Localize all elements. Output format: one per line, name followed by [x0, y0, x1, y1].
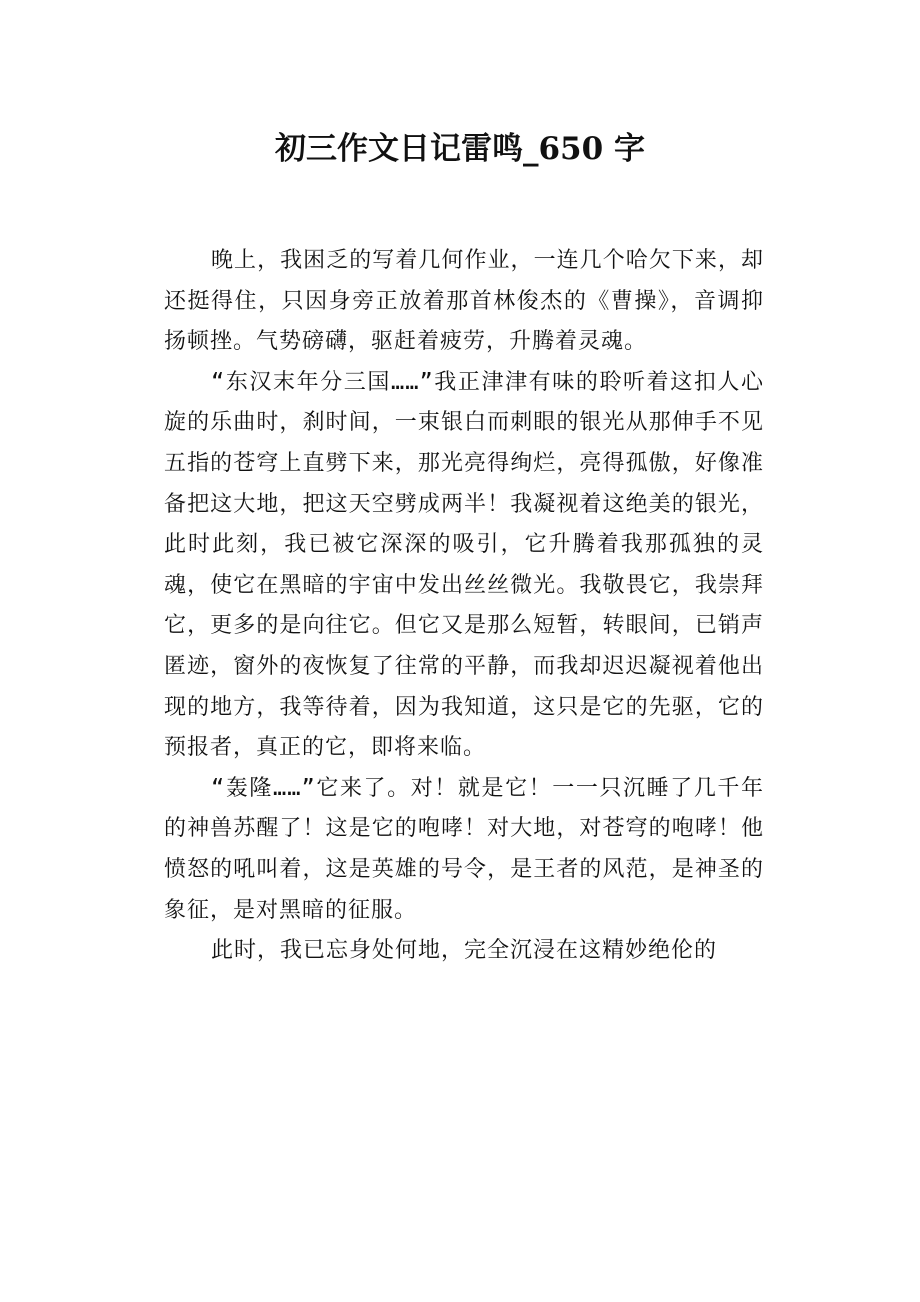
paragraph: 晚上，我困乏的写着几何作业，一连几个哈欠下来，却还挺得住，只因身旁正放着那首林俊杰的《曹操》，音调抑扬顿挫。气势磅礴，驱赶着疲劳，升腾着灵魂。 — [164, 248, 764, 355]
paragraph: “东汉末年分三国……”我正津津有味的聆听着这扣人心旋的乐曲时，刹时间，一束银白而刺眼的银光从那伸手不见五指的苍穹上直劈下来，那光亮得绚烂，亮得孤傲，好像准备把这大地，把这天空劈成两半！我凝视着这绝美的银光，此时此刻，我已被它深深的吸引，它升腾着我那孤独的灵魂，使它在黑暗的宇宙中发出丝丝微光。我敬畏它，我崇拜它，更多的是向往它。但它又是那么短暂，转眼间，已销声匿迹，窗外的夜恢复了往常的平静，而我却迟迟凝视着他出现的地方，我等待着，因为我知道，这只是它的先驱，它的预报者，真正的它，即将来临。 — [164, 369, 764, 761]
document-body — [164, 241, 764, 972]
paragraph: 此时，我已忘身处何地，完全沉浸在这精妙绝伦的 — [211, 938, 718, 964]
document-title: 初三作文日记雷鸣_650 字 — [274, 131, 645, 167]
paragraph: “轰隆……”它来了。对！就是它！一一只沉睡了几千年的神兽苏醒了！这是它的咆哮！对大地，对苍穹的咆哮！他愤怒的吼叫着，这是英雄的号令，是王者的风范，是神圣的象征，是对黑暗的征服。 — [164, 775, 764, 923]
